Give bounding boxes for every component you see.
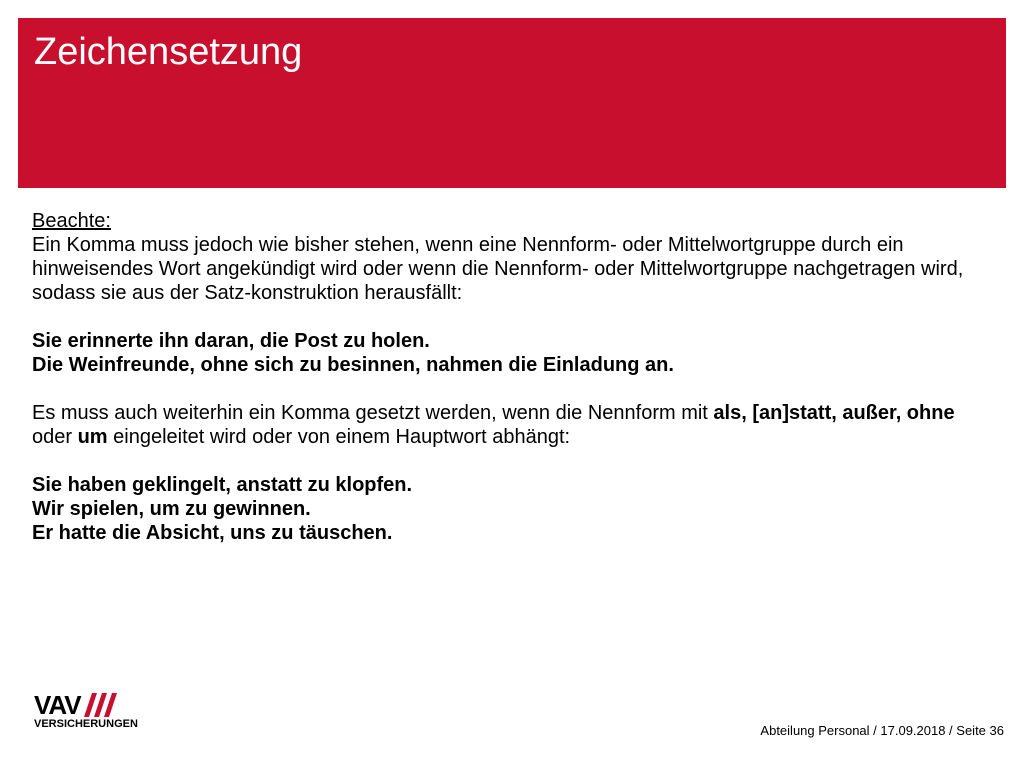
- vav-logo: [34, 690, 154, 735]
- header-bar: [18, 18, 1006, 188]
- rule2-text: Es muss auch weiterhin ein Komma gesetzt werden, wenn die Nennform mit: [32, 402, 714, 424]
- logo-main-text: VAV: [34, 690, 81, 720]
- spacer: [32, 449, 992, 473]
- slide-title: Zeichensetzung: [34, 31, 303, 73]
- example-sentence: Die Weinfreunde, ohne sich zu besinnen, nahmen die Einladung an.: [32, 354, 674, 376]
- rule2-keywords: als, [an]statt, außer, ohne: [713, 402, 955, 424]
- example-sentence: Wir spielen, um zu gewinnen.: [32, 498, 311, 520]
- spacer: [32, 305, 992, 329]
- rule-paragraph-1: Ein Komma muss jedoch wie bisher stehen, wenn eine Nennform- oder Mittelwortgruppe durch ein hinweisendes Wort angekündigt wird oder wenn die Nennform- oder Mittelwortgruppe nachgetragen wird, sodass sie aus der Satz-konstruktion herausfällt:: [32, 234, 964, 304]
- example-sentence: Er hatte die Absicht, uns zu täuschen.: [32, 522, 393, 544]
- spacer: [32, 377, 992, 401]
- example-sentence: Sie erinnerte ihn daran, die Post zu holen.: [32, 330, 430, 352]
- slide-content: [32, 209, 992, 545]
- logo-slashes-icon: [83, 693, 119, 717]
- rule-paragraph-2: [32, 401, 992, 449]
- rule2-keyword-um: um: [77, 426, 108, 448]
- example-sentence: Sie haben geklingelt, anstatt zu klopfen.: [32, 474, 413, 496]
- rule2-text: eingeleitet wird oder von einem Hauptwort abhängt:: [107, 426, 571, 448]
- logo-subtitle: VERSICHERUNGEN: [34, 718, 138, 730]
- rule2-text: oder: [32, 426, 78, 448]
- note-heading: Beachte:: [32, 210, 111, 232]
- logo-wordmark: [34, 690, 119, 720]
- footer-text: Abteilung Personal / 17.09.2018 / Seite 36: [760, 723, 1004, 738]
